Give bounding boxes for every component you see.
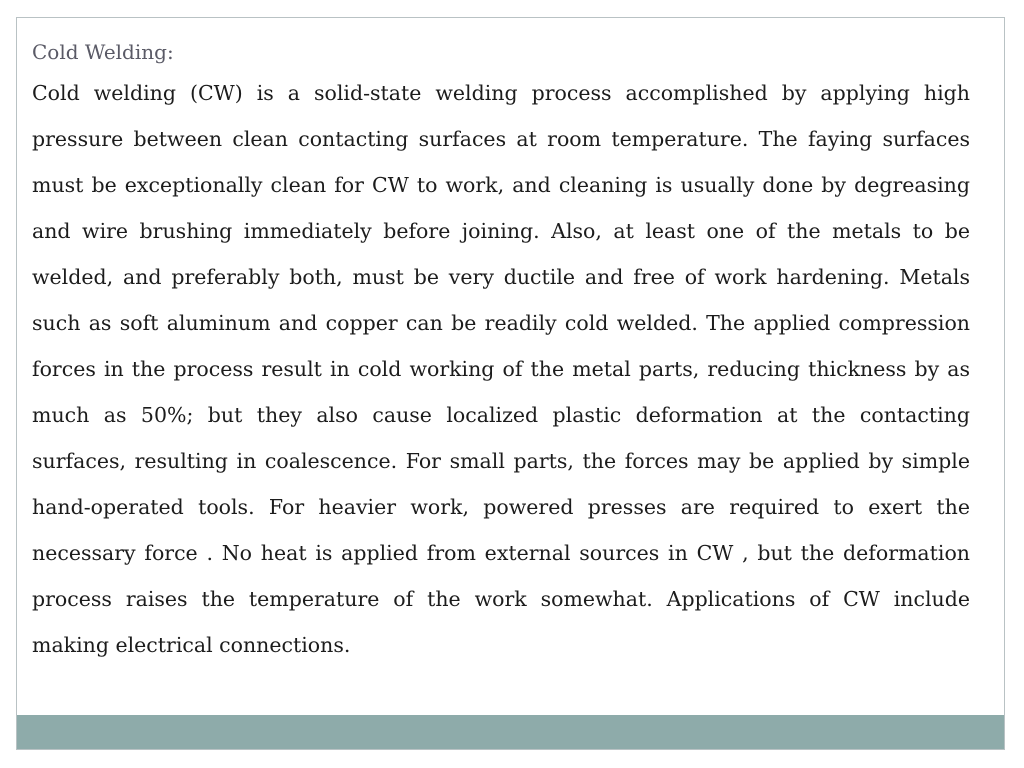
slide-heading: Cold Welding:: [32, 40, 174, 64]
footer-bar: [17, 715, 1004, 749]
slide-content: [32, 34, 970, 668]
slide-body-text: Cold welding (CW) is a solid-state welding process accomplished by applying high pressure between clean contacting surfaces at room temperature. The faying surfaces must be exceptionally clean for CW to work, and cleaning is usually done by degreasing and wire brushing immediately before joining. Also, at least one of the metals to be welded, and preferably both, must be very ductile and free of work hardening. Metals such as soft aluminum and copper can be readily cold welded. The applied compression forces in the process result in cold working of the metal parts, reducing thickness by as much as 50%; but they also cause localized plastic deformation at the contacting surfaces, resulting in coalescence. For small parts, the forces may be applied by simple hand-operated tools. For heavier work, powered presses are required to exert the necessary force . No heat is applied from external sources in CW , but the deformation process raises the temperature of the work somewhat. Applications of CW include making electrical connections.: [32, 81, 970, 657]
slide-frame: [16, 17, 1005, 750]
